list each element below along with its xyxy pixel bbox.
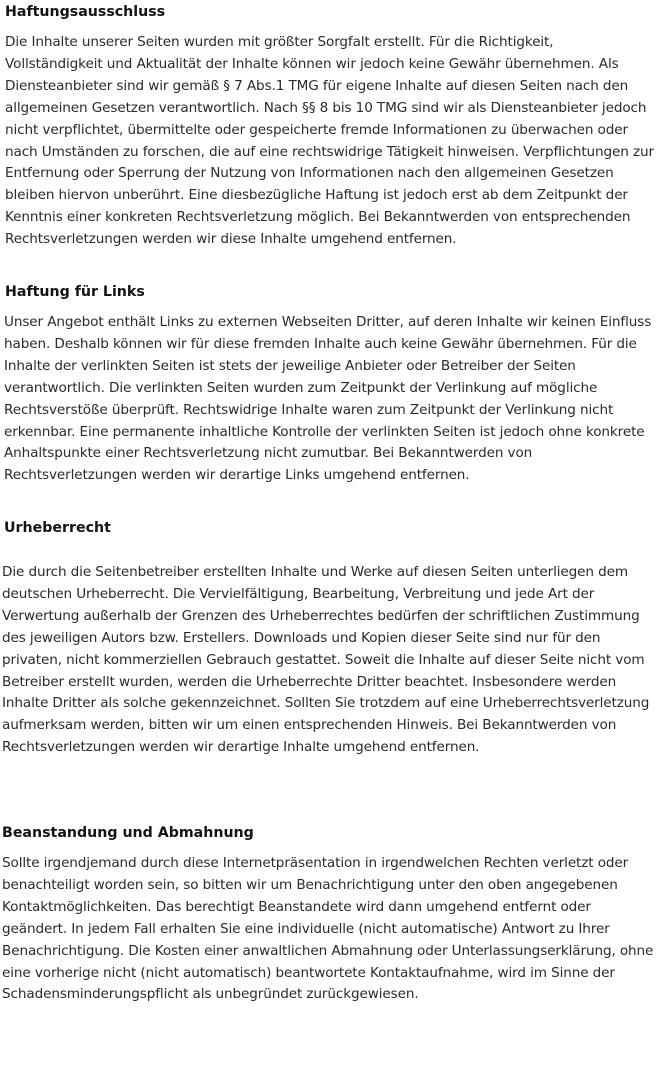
heading-haftungsausschluss: Haftungsausschluss (5, 4, 166, 20)
paragraph-haftungsausschluss: Die Inhalte unserer Seiten wurden mit größter Sorgfalt erstellt. Für die Richtigkeit, Vollständigkeit und Aktualität der Inhalte können wir jedoch keine Gewähr übernehmen. Als Diensteanbieter sind wir gemäß § 7 Abs.1 TMG für eigene Inhalte auf diesen Seiten nach den allgemeinen Gesetzen verantwortlich. Nach §§ 8 bis 10 TMG sind wir als Diensteanbieter jedoch nicht verpflichtet, übermittelte oder gespeicherte fremde Informationen zu überwachen oder nach Umständen zu forschen, die auf eine rechtswidrige Tätigkeit hinweisen. Verpflichtungen zur Entfernung oder Sperrung der Nutzung von Informationen nach den allgemeinen Gesetzen bleiben hiervon unberührt. Eine diesbezügliche Haftung ist jedoch erst ab dem Zeitpunkt der Kenntnis einer konkreten Rechtsverletzung möglich. Bei Bekanntwerden von entsprechenden Rechtsverletzungen werden wir diese Inhalte umgehend entfernen. (5, 34, 654, 248)
heading-urheberrecht: Urheberrecht (4, 520, 111, 536)
heading-beanstandung-und-abmahnung: Beanstandung und Abmahnung (2, 825, 254, 841)
heading-haftung-fuer-links: Haftung für Links (5, 284, 145, 300)
paragraph-beanstandung-und-abmahnung: Sollte irgendjemand durch diese Internetpräsentation in irgendwelchen Rechten verletzt oder benachteiligt worden sein, so bitten wir um Benachrichtigung unter den oben angegebenen Kontaktmöglichkeiten. Das berechtigt Beanstandete wird dann umgehend entfernt oder geändert. In jedem Fall erhalten Sie eine individuelle (nicht automatische) Antwort zu Ihrer Benachrichtigung. Die Kosten einer anwaltlichen Abmahnung oder Unterlassungserklärung, ohne eine vorherige nicht (nicht automatisch) beantwortete Kontaktaufnahme, wird im Sinne der Schadensminderungspflicht als unbegründet zurückgewiesen. (2, 855, 654, 1003)
paragraph-haftung-fuer-links: Unser Angebot enthält Links zu externen Webseiten Dritter, auf deren Inhalte wir keinen Einfluss haben. Deshalb können wir für diese fremden Inhalte auch keine Gewähr übernehmen. Für die Inhalte der verlinkten Seiten ist stets der jeweilige Anbieter oder Betreiber der Seiten verantwortlich. Die verlinkten Seiten wurden zum Zeitpunkt der Verlinkung auf mögliche Rechtsverstöße überprüft. Rechtswidrige Inhalte waren zum Zeitpunkt der Verlinkung nicht erkennbar. Eine permanente inhaltliche Kontrolle der verlinkten Seiten ist jedoch ohne konkrete Anhaltspunkte einer Rechtsverletzung nicht zumutbar. Bei Bekanntwerden von Rechtsverletzungen werden wir derartige Links umgehend entfernen. (4, 314, 652, 484)
paragraph-urheberrecht: Die durch die Seitenbetreiber erstellten Inhalte und Werke auf diesen Seiten unterliegen dem deutschen Urheberrecht. Die Vervielfältigung, Bearbeitung, Verbreitung und jede Art der Verwertung außerhalb der Grenzen des Urheberrechtes bedürfen der schriftlichen Zustimmung des jeweiligen Autors bzw. Erstellers. Downloads und Kopien dieser Seite sind nur für den privaten, nicht kommerziellen Gebrauch gestattet. Soweit die Inhalte auf dieser Seite nicht vom Betreiber erstellt wurden, werden die Urheberrechte Dritter beachtet. Insbesondere werden Inhalte Dritter als solche gekennzeichnet. Sollten Sie trotzdem auf eine Urheberrechtsverletzung aufmerksam werden, bitten wir um einen entsprechenden Hinweis. Bei Bekanntwerden von Rechtsverletzungen werden wir derartige Inhalte umgehend entfernen. (2, 564, 650, 756)
